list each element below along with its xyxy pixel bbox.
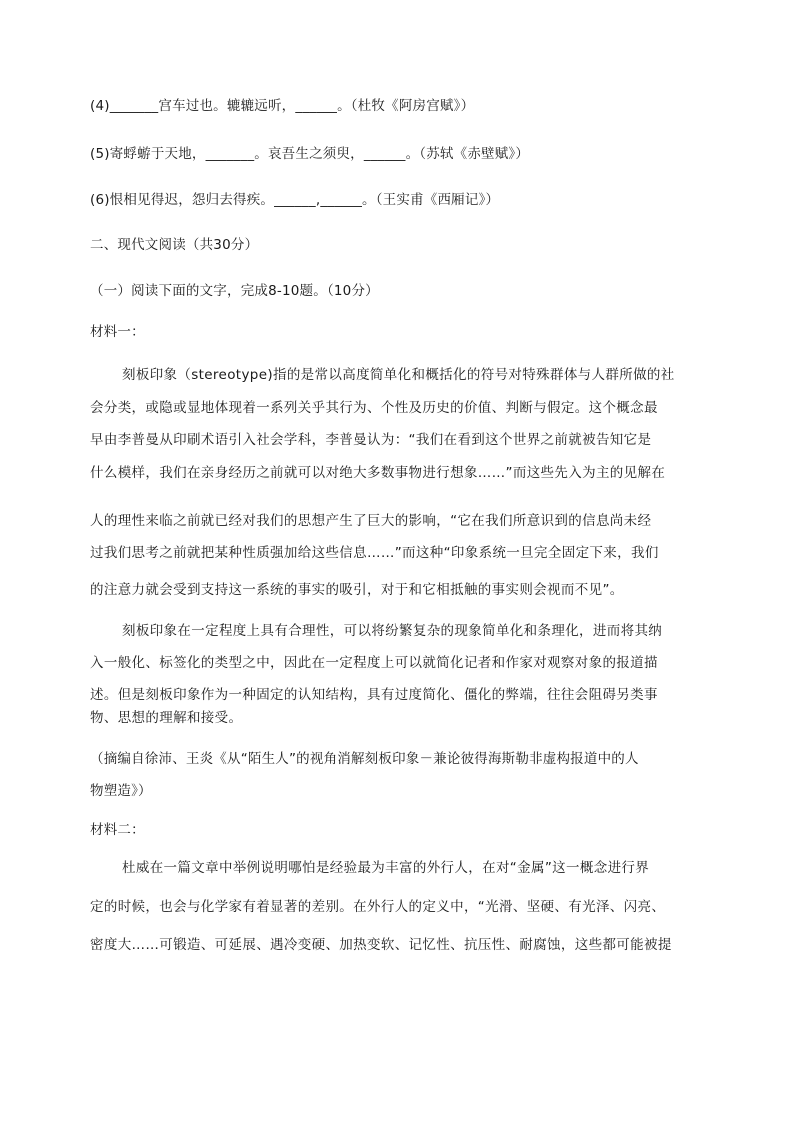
material-1-para-1-line: 会分类，或隐或显地体现着一系列关乎其行为、个性及历史的价值、判断与假定。这个概念最: [90, 400, 658, 416]
material-1-para-1-line: 过我们思考之前就把某种性质强加给这些信息……”而这种“印象系统一旦完全固定下来，我们: [90, 545, 659, 561]
material-1-source: 物塑造》）: [90, 783, 152, 799]
material-2-para-1-line: 密度大……可锻造、可延展、遇冷变硬、加热变软、记忆性、抗压性、耐腐蚀，这些都可能被提: [90, 937, 672, 953]
subsection-title: （一）阅读下面的文字，完成8-10题。（10分）: [90, 283, 379, 299]
material-1-para-2-line: 物、思想的理解和接受。: [90, 710, 243, 726]
material-1-para-1-line: 人的理性来临之前就已经对我们的思想产生了巨大的影响，“它在我们所意识到的信息尚未经: [90, 513, 652, 529]
section-title: 二、现代文阅读（共30分）: [90, 237, 259, 253]
material-1-para-1-line: 的注意力就会受到支持这一系统的事实的吸引，对于和它相抵触的事实则会视而不见”。: [90, 582, 624, 598]
material-1-para-2-line: 述。但是刻板印象作为一种固定的认知结构，具有过度简化、僵化的弊端，往往会阻碍另类事: [90, 687, 658, 703]
material-1-para-2-line: 入一般化、标签化的类型之中，因此在一定程度上可以就简化记者和作家对观察对象的报道描: [90, 655, 658, 671]
question-6: (6)恨相见得迟，怨归去得疾。______,______。（王实甫《西厢记》）: [90, 192, 500, 208]
material-2-para-1-line: 杜威在一篇文章中举例说明哪怕是经验最为丰富的外行人，在对“金属”这一概念进行界: [122, 860, 650, 876]
material-1-source: （摘编自徐沛、王炎《从“陌生人”的视角消解刻板印象－兼论彼得海斯勒非虚构报道中的人: [90, 751, 639, 767]
question-4: (4)_______宫车过也。辘辘远听，______。（杜牧《阿房宫赋》）: [90, 98, 475, 114]
material-1-label: 材料一：: [90, 324, 145, 340]
material-2-label: 材料二：: [90, 822, 145, 838]
material-1-para-2-line: 刻板印象在一定程度上具有合理性，可以将纷繁复杂的现象简单化和条理化，进而将其纳: [122, 623, 663, 639]
material-1-para-1-line: 刻板印象（stereotype)指的是常以高度简单化和概括化的符号对特殊群体与人群所做的社: [122, 367, 675, 383]
material-2-para-1-line: 定的时候，也会与化学家有着显著的差别。在外行人的定义中，“光滑、坚硬、有光泽、闪亮、: [90, 899, 666, 915]
question-5: (5)寄蜉蝣于天地，_______。哀吾生之须臾，______。（苏轼《赤壁赋》）: [90, 146, 530, 162]
material-1-para-1-line: 什么模样，我们在亲身经历之前就可以对绝大多数事物进行想象……”而这些先入为主的见解在: [90, 465, 666, 481]
material-1-para-1-line: 早由李普曼从印刷术语引入社会学科，李普曼认为：“我们在看到这个世界之前就被告知它是: [90, 432, 652, 448]
